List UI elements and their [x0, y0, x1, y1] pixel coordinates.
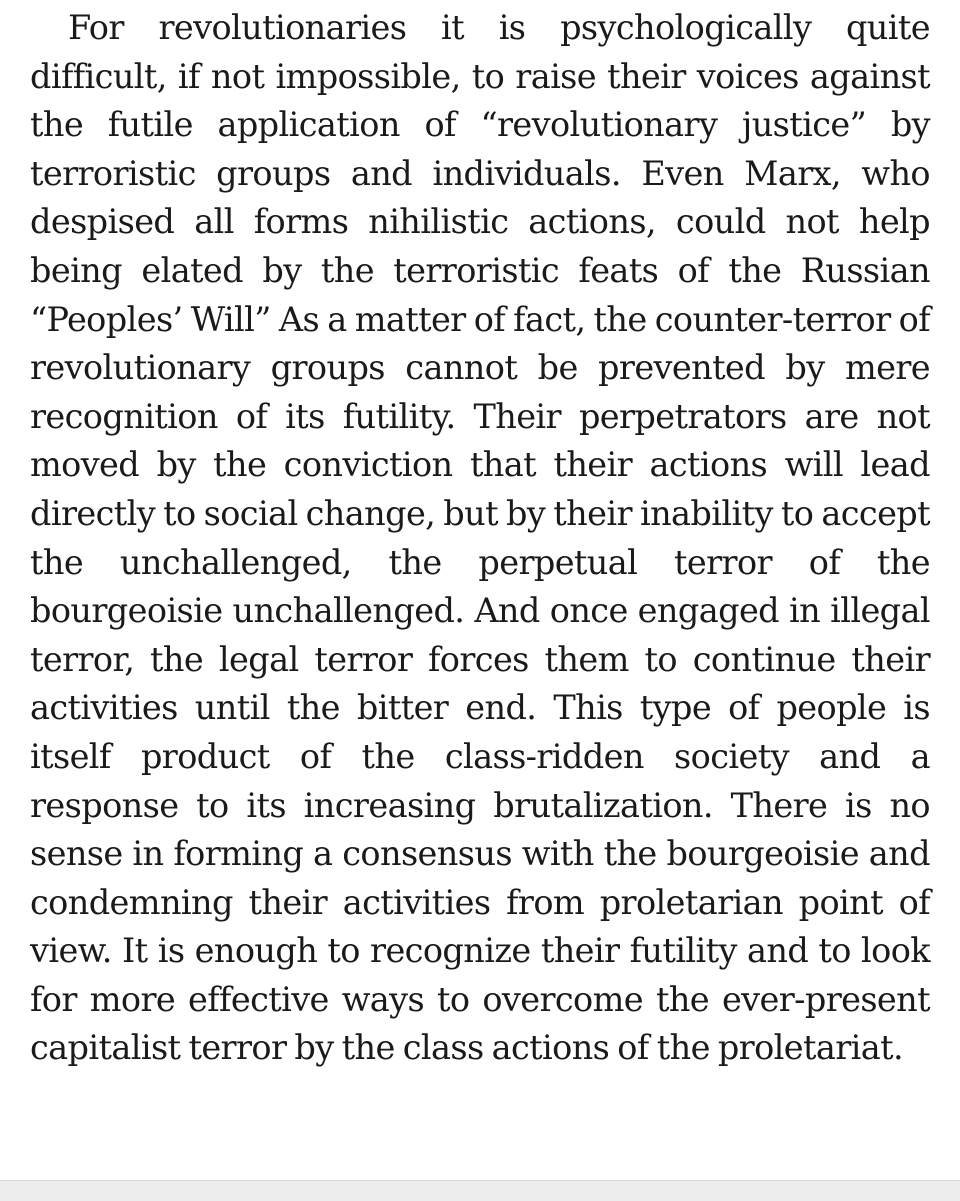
page-bottom-edge: [0, 1180, 960, 1201]
body-paragraph: For revolutionaries it is psychologically quite difficult, if not impossible, to raise their voices against the futile application of “revolutionary justice” by terroristic groups and individuals. Even Marx, who despised all forms nihilistic actions, could not help being elated by the terroristic feats of the Russian “Peoples’ Will” As a matter of fact, the counter-terror of revolutionary groups cannot be prevented by mere recognition of its futility. Their perpetrators are not moved by the conviction that their actions will lead directly to social change, but by their inability to accept the unchallenged, the perpetual terror of the bourgeoisie unchallenged. And once engaged in illegal terror, the legal terror forces them to continue their activities until the bitter end. This type of people is itself product of the class-ridden society and a response to its increasing brutalization. There is no sense in forming a consensus with the bourgeoisie and condemning their activities from proletarian point of view. It is enough to recognize their futility and to look for more effective ways to overcome the ever-present capitalist terror by the class actions of the proletariat.: [30, 8, 930, 1068]
